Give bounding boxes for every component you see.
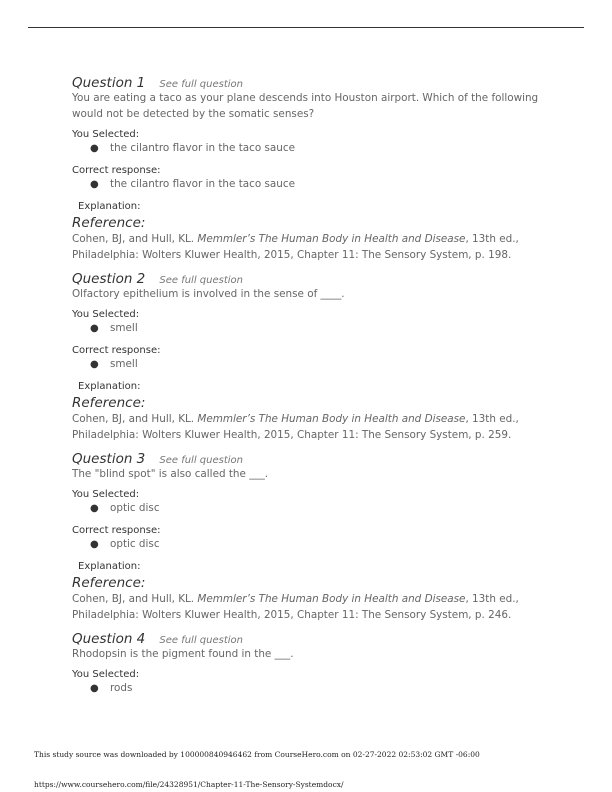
question-title: Question 3	[72, 451, 146, 467]
question-2	[72, 268, 562, 443]
bullet-icon: ●	[90, 143, 99, 154]
explanation-label: Explanation:	[78, 381, 141, 392]
selected-answer	[72, 321, 562, 336]
correct-response-label: Correct response:	[72, 525, 161, 536]
selected-answer	[72, 141, 562, 156]
top-rule	[28, 27, 584, 28]
bullet-icon: ●	[90, 359, 99, 370]
selected-answer-text: smell	[110, 322, 138, 334]
reference-heading: Reference:	[72, 215, 146, 231]
question-3	[72, 448, 562, 623]
download-note: This study source was downloaded by 100000840946462 from CourseHero.com on 02-27-2022 02:53:02 GMT -06:00	[34, 750, 480, 759]
ref-details: , 13th ed., Philadelphia: Wolters Kluwer Health, 2015, Chapter 11: The Sensory System, p. 246.	[72, 593, 519, 621]
you-selected-label: You Selected:	[72, 309, 140, 320]
question-title: Question 2	[72, 271, 146, 287]
correct-response-label: Correct response:	[72, 345, 161, 356]
selected-answer	[72, 501, 562, 516]
you-selected-label: You Selected:	[72, 489, 140, 500]
correct-answer-text: the cilantro flavor in the taco sauce	[110, 178, 295, 190]
see-full-question-link[interactable]: See full question	[159, 275, 243, 286]
question-text: You are eating a taco as your plane descends into Houston airport. Which of the following would not be detected by the somatic senses?	[72, 92, 539, 120]
correct-answer-text: smell	[110, 358, 138, 370]
ref-authors: Cohen, BJ, and Hull, KL.	[72, 233, 198, 245]
question-4	[72, 628, 562, 696]
explanation-label: Explanation:	[78, 561, 141, 572]
selected-answer-text: the cilantro flavor in the taco sauce	[110, 142, 295, 154]
ref-book-title: Memmler’s The Human Body in Health and Disease	[197, 233, 466, 245]
you-selected-label: You Selected:	[72, 669, 140, 680]
reference-heading: Reference:	[72, 575, 146, 591]
reference-text	[72, 411, 562, 443]
see-full-question-link[interactable]: See full question	[159, 79, 243, 90]
question-header	[72, 268, 562, 286]
selected-answer-text: rods	[110, 682, 133, 694]
ref-details: , 13th ed., Philadelphia: Wolters Kluwer Health, 2015, Chapter 11: The Sensory System, p. 259.	[72, 413, 519, 441]
correct-answer	[72, 357, 562, 372]
reference-text	[72, 231, 562, 263]
ref-book-title: Memmler’s The Human Body in Health and Disease	[197, 413, 466, 425]
reference-text	[72, 591, 562, 623]
selected-answer-text: optic disc	[110, 502, 160, 514]
question-header	[72, 448, 562, 466]
bullet-icon: ●	[90, 179, 99, 190]
bullet-icon: ●	[90, 683, 99, 694]
ref-authors: Cohen, BJ, and Hull, KL.	[72, 413, 198, 425]
question-title: Question 1	[72, 75, 146, 91]
you-selected-label: You Selected:	[72, 129, 140, 140]
selected-answer	[72, 681, 562, 696]
question-header	[72, 628, 562, 646]
question-1	[72, 72, 562, 263]
bullet-icon: ●	[90, 503, 99, 514]
correct-answer-text: optic disc	[110, 538, 160, 550]
ref-book-title: Memmler’s The Human Body in Health and Disease	[197, 593, 466, 605]
question-text: Rhodopsin is the pigment found in the ___.	[72, 648, 294, 660]
explanation-label: Explanation:	[78, 201, 141, 212]
ref-details: , 13th ed., Philadelphia: Wolters Kluwer Health, 2015, Chapter 11: The Sensory System, p. 198.	[72, 233, 519, 261]
question-header	[72, 72, 562, 90]
see-full-question-link[interactable]: See full question	[159, 455, 243, 466]
reference-heading: Reference:	[72, 395, 146, 411]
question-text: The "blind spot" is also called the ___.	[72, 468, 269, 480]
source-url[interactable]: https://www.coursehero.com/file/24328951/Chapter-11-The-Sensory-Systemdocx/	[34, 780, 344, 789]
correct-response-label: Correct response:	[72, 165, 161, 176]
see-full-question-link[interactable]: See full question	[159, 635, 243, 646]
correct-answer	[72, 537, 562, 552]
question-text: Olfactory epithelium is involved in the sense of ____.	[72, 288, 345, 300]
ref-authors: Cohen, BJ, and Hull, KL.	[72, 593, 198, 605]
bullet-icon: ●	[90, 539, 99, 550]
bullet-icon: ●	[90, 323, 99, 334]
question-title: Question 4	[72, 631, 146, 647]
correct-answer	[72, 177, 562, 192]
